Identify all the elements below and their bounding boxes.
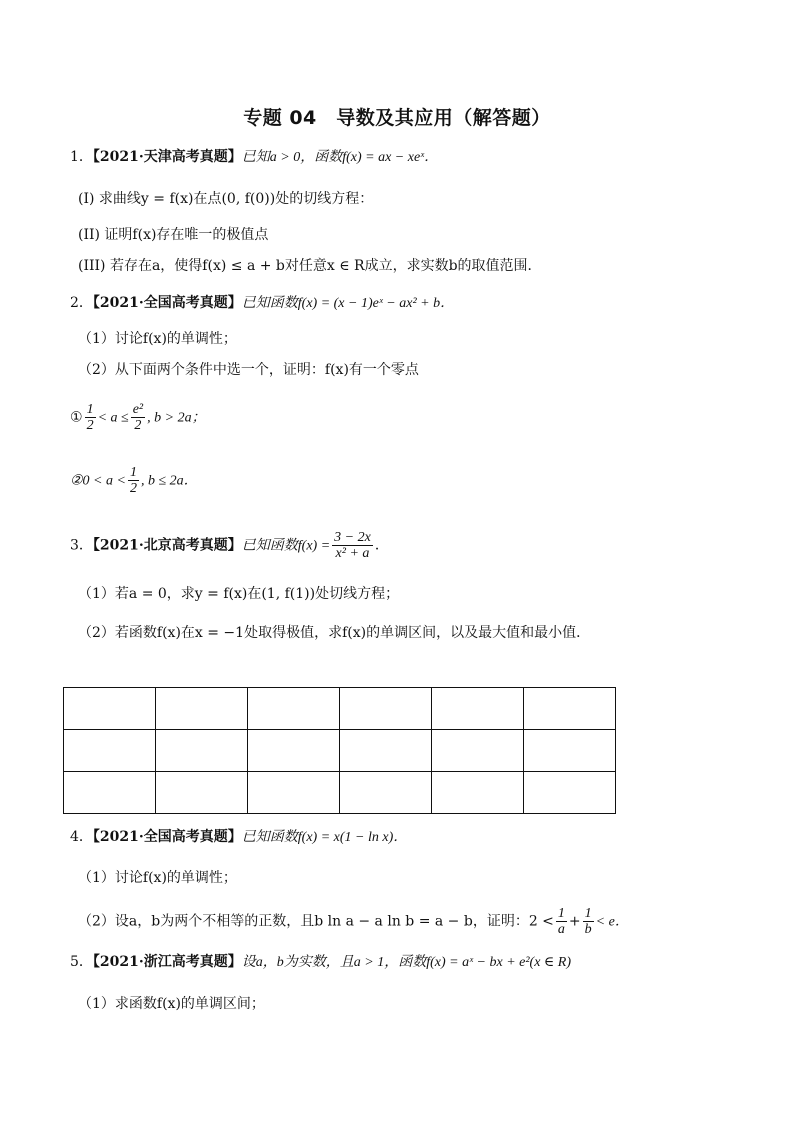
table-cell xyxy=(340,688,432,730)
fraction: $\frac{1}{b}$ xyxy=(584,906,592,937)
problem-5-stem: 5．【2021·浙江高考真题】设a，b为实数，且a > 1，函数f(x) = aˣ − bx + e²(x ∈ R) xyxy=(70,954,572,970)
problem-2-part-1: （1）讨论f(x)的单调性； xyxy=(78,331,237,347)
table-cell xyxy=(64,772,156,814)
problem-3-stem: 3．【2021·北京高考真题】已知函数f(x) = $\frac{3 - 2x}{\text{x² + a}}$ ． xyxy=(70,530,389,561)
fraction: $\frac{1}{2}$ xyxy=(86,402,94,433)
table-cell xyxy=(432,730,524,772)
table-cell xyxy=(524,688,616,730)
problem-3-source-tag: 【2021·北京高考真题】 xyxy=(92,537,242,554)
table-cell xyxy=(432,772,524,814)
problem-2-part-2: （2）从下面两个条件中选一个，证明：f(x)有一个零点 xyxy=(78,362,419,378)
problem-5-source-tag: 【2021·浙江高考真题】 xyxy=(92,954,242,970)
problem-2-condition-1: ① $\frac{1}{2}$ < a ≤ $\frac{\text{e²}}{2}$ , b > 2a； xyxy=(70,402,206,433)
problem-1-part-1: (I) 求曲线y = f(x)在点(0, f(0))处的切线方程： xyxy=(78,191,374,207)
page-title: 专题 04 导数及其应用（解答题） xyxy=(243,107,551,129)
table-cell xyxy=(156,772,248,814)
table-cell xyxy=(156,688,248,730)
blank-table xyxy=(63,687,616,814)
problem-4-stem: 4．【2021·全国高考真题】已知函数f(x) = x(1 − ln x)． xyxy=(70,829,408,845)
problem-2-condition-2: ②0 < a < $\frac{1}{2}$ , b ≤ 2a． xyxy=(70,465,198,496)
fraction: $\frac{3 - 2x}{\text{x² + a}}$ xyxy=(334,530,371,561)
problem-3-part-1: （1）若a = 0，求y = f(x)在(1, f(1))处切线方程； xyxy=(78,586,400,602)
table-cell xyxy=(248,730,340,772)
table-row xyxy=(64,772,616,814)
problem-3-part-2: （2）若函数f(x)在x = −1处取得极值，求f(x)的单调区间，以及最大值和最小值． xyxy=(78,625,591,641)
table-cell xyxy=(248,688,340,730)
problem-2-stem: 2．【2021·全国高考真题】已知函数f(x) = (x − 1)eˣ − ax² + b． xyxy=(70,295,455,311)
table-cell xyxy=(64,730,156,772)
problem-1-part-2: (II) 证明f(x)存在唯一的极值点 xyxy=(78,227,269,243)
problem-5-part-1: （1）求函数f(x)的单调区间； xyxy=(78,996,265,1012)
table-cell xyxy=(524,772,616,814)
fraction: $\frac{\text{e²}}{2}$ xyxy=(132,402,144,433)
fraction: $\frac{1}{2}$ xyxy=(129,465,137,496)
table-cell xyxy=(340,730,432,772)
table-row xyxy=(64,688,616,730)
fraction: $\frac{1}{a}$ xyxy=(557,906,565,937)
problem-4-source-tag: 【2021·全国高考真题】 xyxy=(92,829,242,845)
problem-1-source-tag: 【2021·天津高考真题】 xyxy=(92,149,242,165)
table-cell xyxy=(64,688,156,730)
table-row xyxy=(64,730,616,772)
problem-2-source-tag: 【2021·全国高考真题】 xyxy=(92,295,242,311)
problem-4-part-1: （1）讨论f(x)的单调性； xyxy=(78,870,237,886)
table-cell xyxy=(524,730,616,772)
table-cell xyxy=(156,730,248,772)
table-cell xyxy=(432,688,524,730)
problem-4-part-2: （2）设a，b为两个不相等的正数，且b ln a − a ln b = a − b，证明：2 < $\frac{1}{a}$ + $\frac{1}{b}$ < e． xyxy=(78,906,629,937)
table-cell xyxy=(340,772,432,814)
problem-1-part-3: (III) 若存在a，使得f(x) ≤ a + b对任意x ∈ R成立，求实数b的取值范围． xyxy=(78,258,542,274)
problem-1-stem: 1．【2021·天津高考真题】已知a > 0，函数f(x) = ax − xeˣ． xyxy=(70,149,439,165)
table-cell xyxy=(248,772,340,814)
